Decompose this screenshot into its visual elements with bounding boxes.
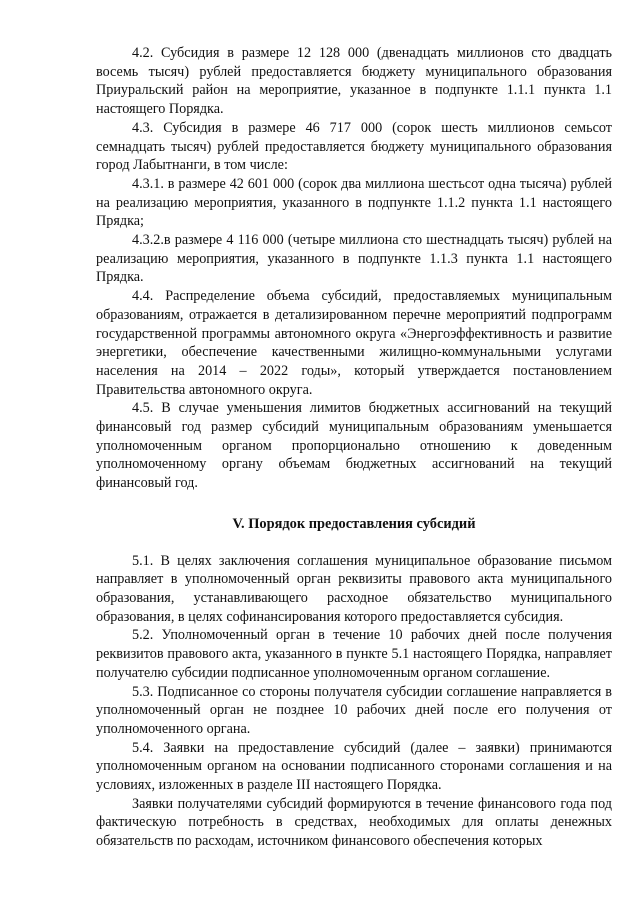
paragraph-4-3-2: 4.3.2.в размере 4 116 000 (четыре миллиона сто шестнадцать тысяч) рублей на реализацию мероприятия, указанного в подпункте 1.1.3 пункта 1.1 настоящего Прядка. xyxy=(96,232,612,286)
paragraph-5-2: 5.2. Уполномоченный орган в течение 10 рабочих дней после получения реквизитов правового акта, указанного в пункте 5.1 настоящего Порядка, направляет получателю субсидии подписанное уполномоченным органом соглашение. xyxy=(96,627,612,681)
document-page xyxy=(96,44,612,851)
paragraph-5-3: 5.3. Подписанное со стороны получателя субсидии соглашение направляется в уполномоченный орган не позднее 10 рабочих дней после его получения от уполномоченного органа. xyxy=(96,683,612,737)
paragraph-4-4: 4.4. Распределение объема субсидий, предоставляемых муниципальным образованиям, отражается в детализированном перечне мероприятий подпрограмм государственной программы автономного округа «Энергоэффективность и развитие энергетики, обеспечение качественными жилищно-коммунальными услугами населения на 2014 – 2022 годы», который утверждается постановлением Правительства автономного округа. xyxy=(96,288,612,398)
paragraph-4-3: 4.3. Субсидия в размере 46 717 000 (сорок шесть миллионов семьсот семнадцать тысяч) рублей предоставляется бюджету муниципального образования город Лабытнанги, в том числе: xyxy=(96,119,612,174)
section-heading: V. Порядок предоставления субсидий xyxy=(232,515,476,532)
paragraph-4-2: 4.2. Субсидия в размере 12 128 000 (двенадцать миллионов сто двадцать восемь тысяч) рублей предоставляется бюджету муниципального образования Приуральский район на мероприятие, указанное в подпункте 1.1.1 пункта 1.1 настоящего Порядка. xyxy=(96,45,612,118)
paragraph-4-3-1: 4.3.1. в размере 42 601 000 (сорок два миллиона шестьсот одна тысяча) рублей на реализацию мероприятия, указанного в подпункте 1.1.2 пункта 1.1 настоящего Прядка; xyxy=(96,175,612,230)
paragraph-4-5: 4.5. В случае уменьшения лимитов бюджетных ассигнований на текущий финансовый год размер субсидий муниципальным образованиям уменьшается уполномоченным органом пропорционально отношению к доведенным уполномоченному органу объемам бюджетных ассигнований на текущий финансовый год. xyxy=(96,400,612,492)
paragraph-applications: Заявки получателями субсидий формируются в течение финансового года под фактическую потребность в средствах, необходимых для оплаты денежных обязательств по расходам, источником финансового обеспечения которых xyxy=(96,795,612,850)
paragraph-5-4: 5.4. Заявки на предоставление субсидий (далее – заявки) принимаются уполномоченным органом на основании подписанного сторонами соглашения и на условиях, изложенных в разделе III настоящего Порядка. xyxy=(96,739,612,794)
paragraph-5-1: 5.1. В целях заключения соглашения муниципальное образование письмом направляет в уполномоченный орган реквизиты правового акта муниципального образования, устанавливающего расходное обязательство муниципального образования, в целях софинансирования которого предоставляется субсидия. xyxy=(96,552,612,625)
